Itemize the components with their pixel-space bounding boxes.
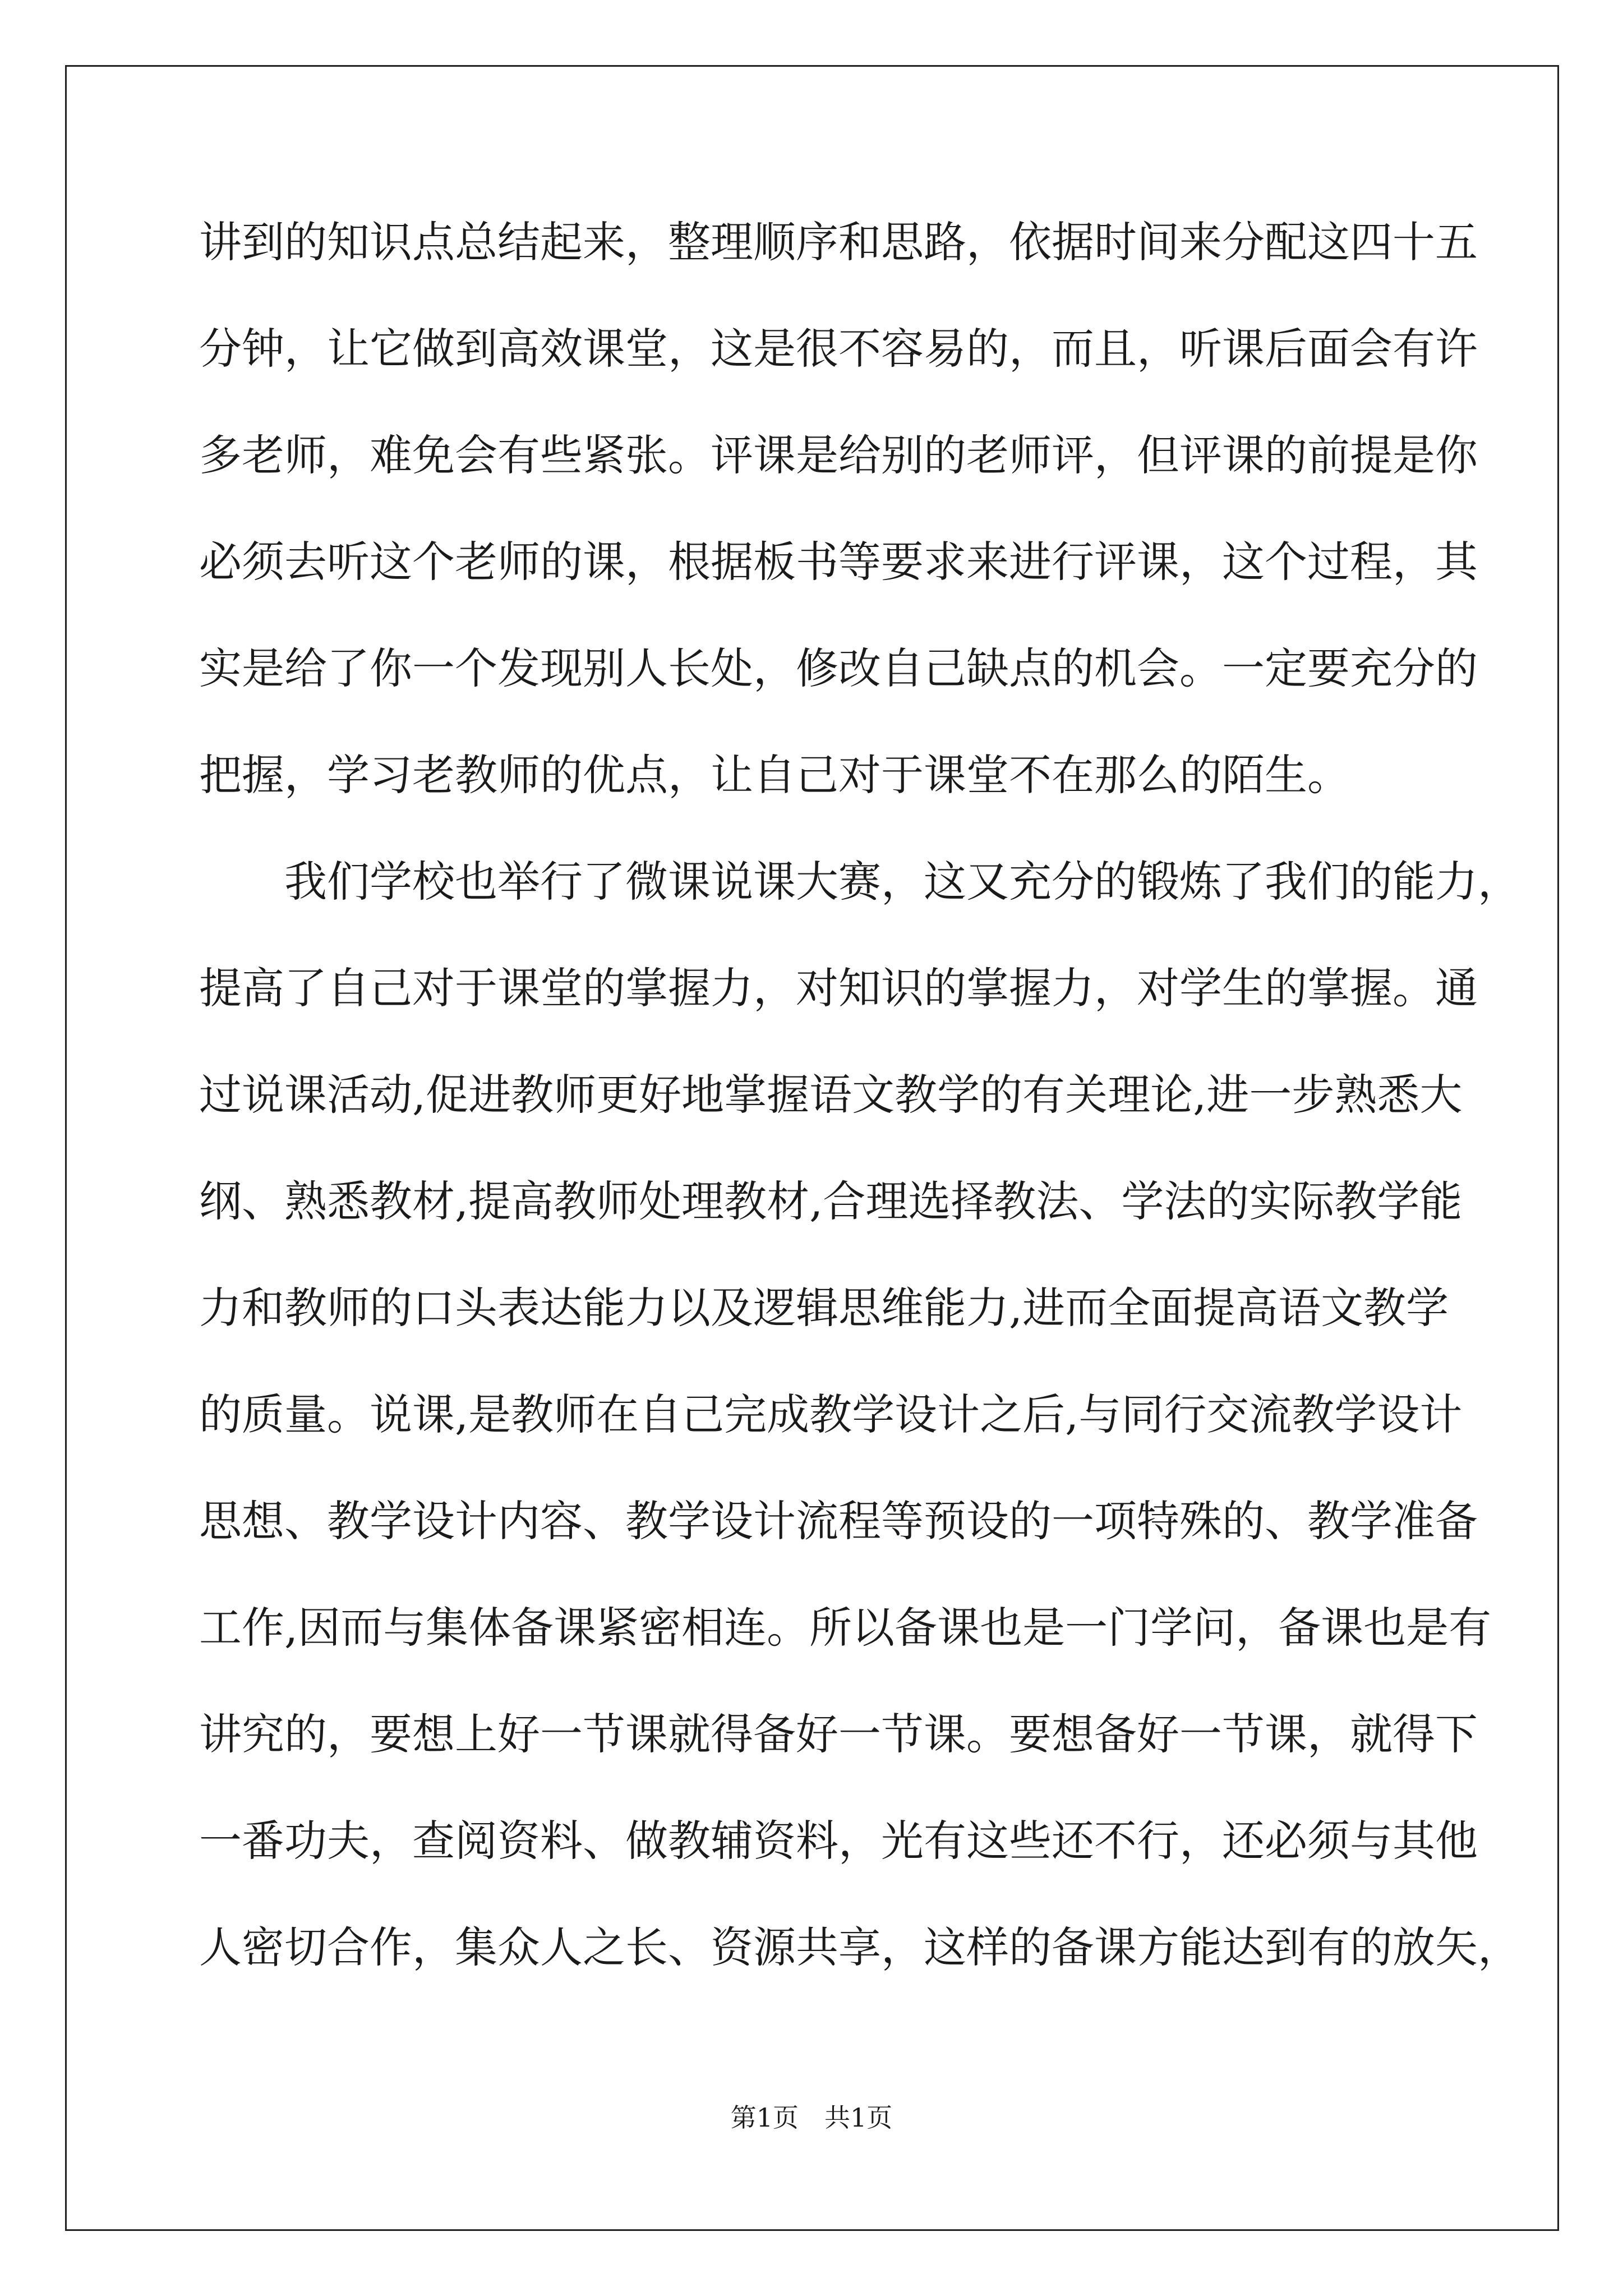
text-line: 多老师，难免会有些紧张。评课是给别的老师评，但评课的前提是你 bbox=[199, 430, 1478, 480]
text-line: 把握，学习老教师的优点，让自己对于课堂不在那么的陌生。 bbox=[199, 750, 1350, 800]
text-line: 人密切合作，集众人之长、资源共享，这样的备课方能达到有的放矢， bbox=[199, 1922, 1520, 1972]
text-line: 思想、教学设计内容、教学设计流程等预设的一项特殊的、教学准备 bbox=[199, 1496, 1478, 1546]
text-line: 力和教师的口头表达能力以及逻辑思维能力,进而全面提高语文教学 bbox=[199, 1283, 1449, 1333]
text-line: 实是给了你一个发现别人长处，修改自己缺点的机会。一定要充分的 bbox=[199, 643, 1478, 693]
text-line: 工作,因而与集体备课紧密相连。所以备课也是一门学问，备课也是有 bbox=[199, 1603, 1492, 1653]
text-line: 提高了自己对于课堂的掌握力，对知识的掌握力，对学生的掌握。通 bbox=[199, 963, 1478, 1013]
document-body bbox=[199, 209, 1520, 2021]
text-line: 讲究的，要想上好一节课就得备好一节课。要想备好一节课，就得下 bbox=[199, 1709, 1478, 1759]
text-line: 的质量。说课,是教师在自己完成教学设计之后,与同行交流教学设计 bbox=[199, 1389, 1463, 1439]
page-footer: 第1页 共1页 bbox=[730, 2102, 893, 2133]
text-line: 我们学校也举行了微课说课大赛，这又充分的锻炼了我们的能力， bbox=[199, 857, 1520, 907]
text-line: 分钟，让它做到高效课堂，这是很不容易的，而且，听课后面会有许 bbox=[199, 324, 1478, 374]
text-line: 过说课活动,促进教师更好地掌握语文教学的有关理论,进一步熟悉大 bbox=[199, 1070, 1463, 1120]
text-line: 必须去听这个老师的课，根据板书等要求来进行评课，这个过程，其 bbox=[199, 537, 1478, 587]
text-line: 讲到的知识点总结起来，整理顺序和思路，依据时间来分配这四十五 bbox=[199, 217, 1478, 267]
text-line: 纲、熟悉教材,提高教师处理教材,合理选择教法、学法的实际教学能 bbox=[199, 1176, 1463, 1226]
text-line: 一番功夫，查阅资料、做教辅资料，光有这些还不行，还必须与其他 bbox=[199, 1816, 1478, 1866]
